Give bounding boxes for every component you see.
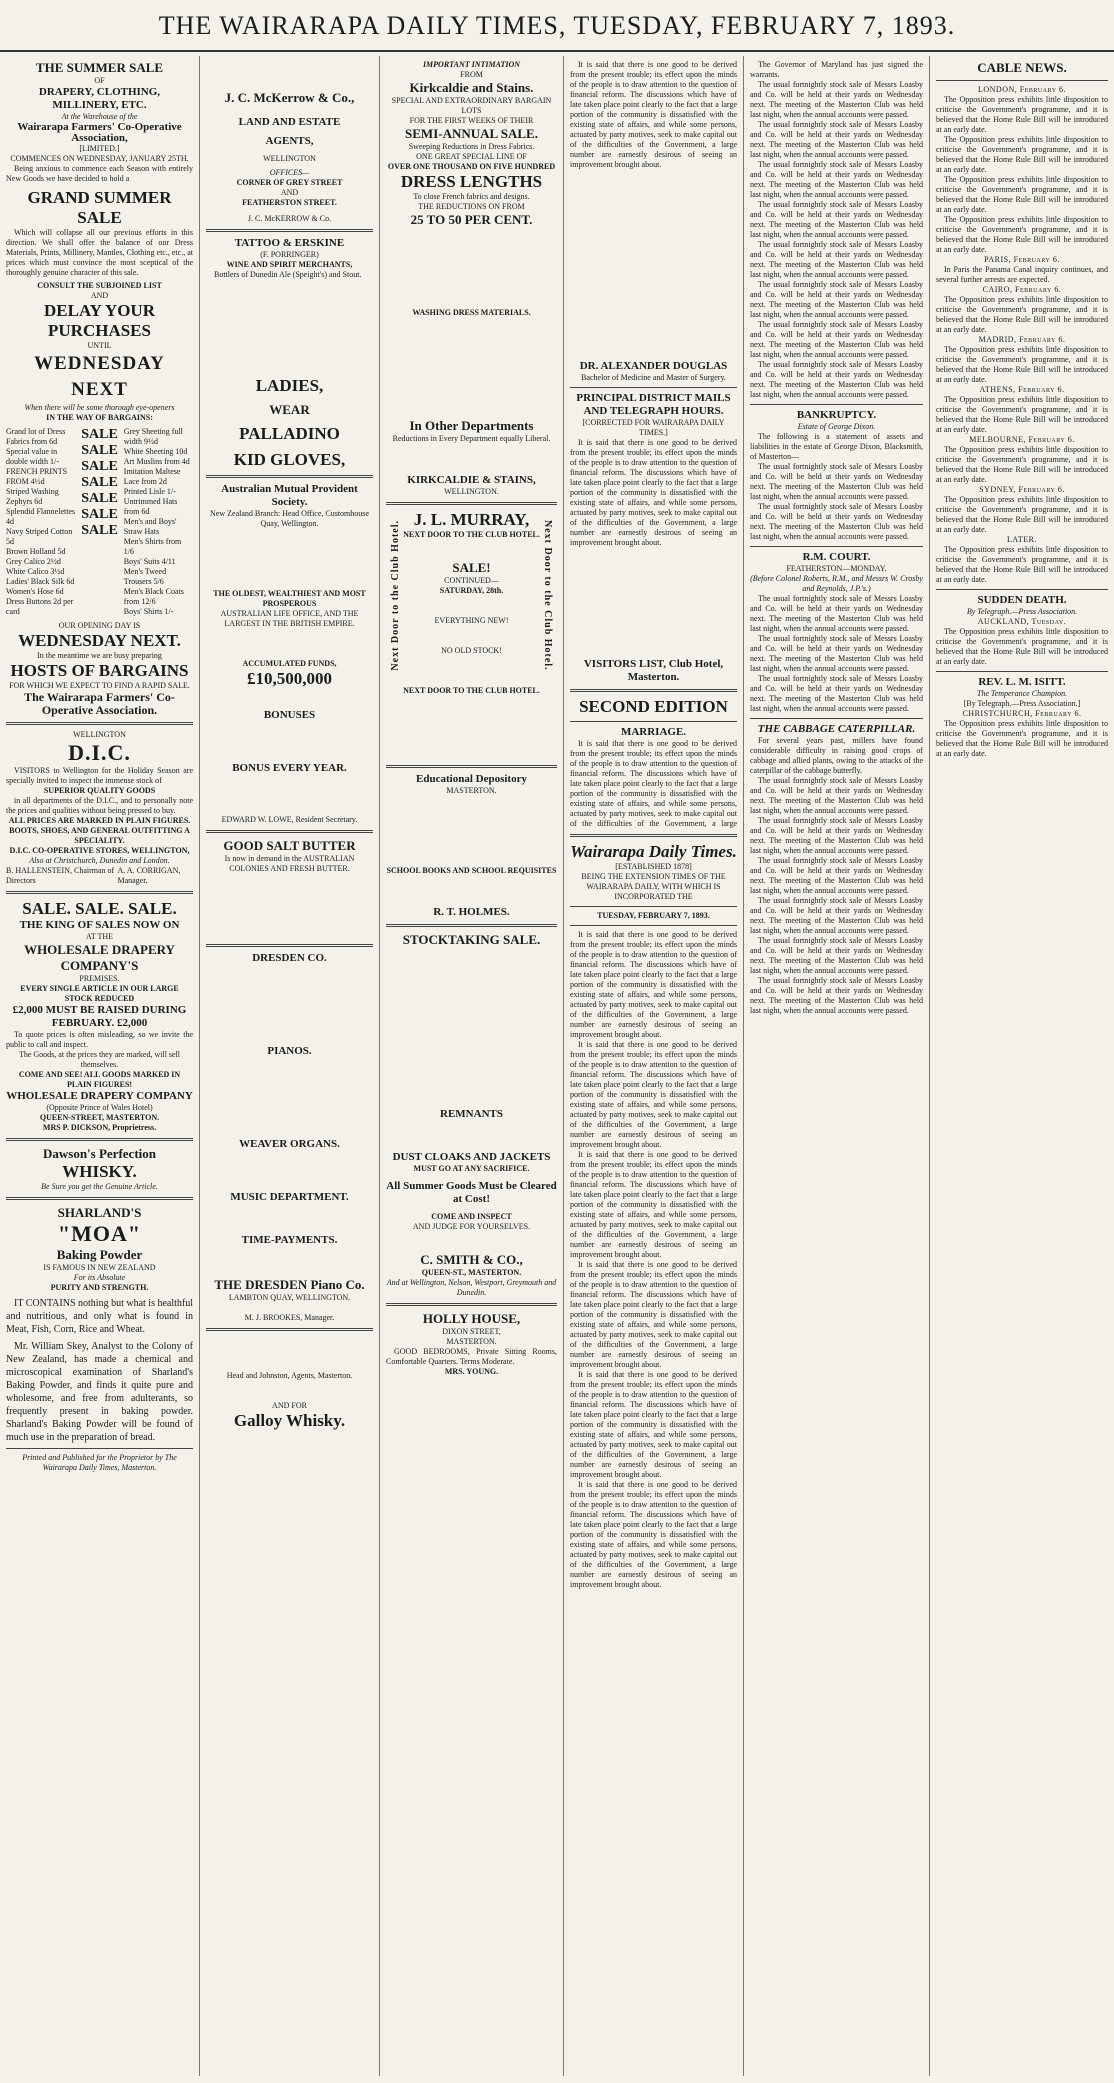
divider [206,1328,373,1331]
text: To quote prices is often misleading, so we invite the public to call and inspect. [6,1030,193,1050]
text: IT CONTAINS nothing but what is healthful and nutritious, and only what is found in Meat, Fish, Corn, Rice and Wheat. [6,1298,193,1336]
text: The usual fortnightly stock sale of Messrs Loasby and Co. will be held at their yards on Wednesday next. The meeting of the Masterton Club was held last night, when the annual accounts were passed. [750,936,923,975]
sale-list-item: Boys' Suits 4/11 [123,557,176,567]
text: CHRISTCHURCH, February 6. [962,709,1082,718]
good-salt-title: GOOD SALT BUTTER [223,838,356,853]
text: BONUSES [263,709,316,721]
text: AND FOR [272,1401,307,1410]
text: COMMENCES ON WEDNESDAY, JANUARY 25TH. [10,154,189,164]
text: The following is a statement of assets and liabilities in the estate of George Dixon, Blacksmith, of Masterton— [750,432,923,461]
text: [By Telegraph.—Press Association.] [963,699,1081,708]
text: [ESTABLISHED 1878] [615,862,692,871]
sale-word: SALE [81,427,118,443]
text: Bottlers of Dunedin Ale (Speight's) and Stout. [214,270,362,279]
second-edition-title: SECOND EDITION [579,697,728,716]
text: SYDNEY, February 6. [979,485,1065,494]
dawson-title: Dawson's Perfection [42,1146,156,1162]
wholesale-title-2: WHOLESALE DRAPERY COMPANY [6,1090,193,1103]
text: It is said that there is one good to be derived from the present trouble; its effect upon the minds of the people is to draw attention to the question of financial reform. The discussions which have of late taken place point clearly to the fact that a large portion of the community is dissatisfied with the existing state of affairs, and while some persons, actuated by party motives, seek to make capital out of the difficulties of the Government, a large number are earnestly desirous of seeing an improvement brought about. [570,438,737,547]
assoc-name: Wairarapa Farmers' Co-Operative Association, [17,121,182,145]
wholesale-title: WHOLESALE DRAPERY COMPANY'S [24,942,175,974]
text: NEXT DOOR TO THE CLUB HOTEL. [403,686,540,695]
galloy-title: Galloy Whisky. [233,1411,346,1430]
text: For several years past, millers have found considerable difficulty in raising good crops of cabbage and allied plants, owing to the attacks of the caterpillar of the cabbage butterfly. [750,736,923,775]
summer-goods: DRAPERY, CLOTHING, MILLINERY, ETC. [38,86,161,111]
text: The usual fortnightly stock sale of Messrs Loasby and Co. will be held at their yards on Wednesday next. The meeting of the Masterton Club was held last night, when the annual accounts were passed. [750,502,923,541]
text: The usual fortnightly stock sale of Messrs Loasby and Co. will be held at their yards on Wednesday next. The meeting of the Masterton Club was held last night, when the annual accounts were passed. [750,280,923,319]
text: CONSULT THE SUBJOINED LIST [37,281,162,291]
text: PIANOS. [267,1045,312,1057]
text: TATTOO & ERSKINE [234,237,345,249]
text: EVERY SINGLE ARTICLE IN OUR LARGE STOCK REDUCED [20,984,179,1004]
divider [386,502,557,505]
text: The usual fortnightly stock sale of Messrs Loasby and Co. will be held at their yards on Wednesday next. The meeting of the Masterton Club was held last night, when the annual accounts were passed. [750,896,923,935]
text: The Opposition press exhibits little disposition to criticise the Government's programme, and it is believed that the Home Rule Bill will be introduced at an early date. [936,295,1108,334]
text: VISITORS to Wellington for the Holiday Season are specially invited to inspect the immense stock of [6,766,193,786]
sale-list-item: Splendid Flannelettes 4d [6,507,76,527]
text: Also at Christchurch, Dunedin and London. [29,856,170,866]
stocktaking-title: STOCKTAKING SALE. [402,932,541,947]
text: AND [90,291,109,301]
divider [6,1138,193,1141]
sale-list-item: Women's Hose 6d [6,587,64,597]
sale-list-item: White Sheeting 10d [123,447,188,457]
sale-list-item: Ladies' Black Silk 6d [6,577,75,587]
text: DUST CLOAKS AND JACKETS [392,1151,551,1163]
text: MADRID, February 6. [978,335,1066,344]
text: New Zealand Branch: Head Office, Customhouse Quay, Wellington. [210,509,369,528]
text: BEING THE EXTENSION TIMES OF THE WAIRARAPA DAILY, WITH WHICH IS INCORPORATED THE [581,872,726,901]
text: AND JUDGE FOR YOURSELVES. [412,1222,531,1231]
sale-list-item: Grey Sheeting full width 9½d [123,427,183,447]
text: R.M. COURT. [802,551,871,563]
divider [750,404,923,405]
sale-list-item: Navy Striped Cotton 5d [6,527,73,547]
smith-co-title: C. SMITH & CO., [420,1252,523,1267]
palladino-title: PALLADINO [239,424,340,443]
divider [6,722,193,725]
dress-lengths-title: DRESS LENGTHS [400,172,543,191]
text: At the Warehouse of the [61,112,138,121]
text: The usual fortnightly stock sale of Messrs Loasby and Co. will be held at their yards on Wednesday next. The meeting of the Masterton Club was held last night, when the annual accounts were passed. [750,634,923,673]
text: The Opposition press exhibits little disposition to criticise the Government's programme, and it is believed that the Home Rule Bill will be introduced at an early date. [936,215,1108,254]
divider [206,229,373,232]
sale-list-item: Men's Shirts from 1/6 [123,537,182,557]
text: FROM [460,70,483,79]
divider [936,80,1108,81]
text: WASHING DRESS MATERIALS. [412,308,531,317]
text: The usual fortnightly stock sale of Messrs Loasby and Co. will be held at their yards on Wednesday next. The meeting of the Masterton Club was held last night, when the annual accounts were passed. [750,320,923,359]
text: TIME-PAYMENTS. [241,1234,338,1246]
text: GOOD BEDROOMS, Private Sitting Rooms, Comfortable Quarters. Terms Moderate. [386,1347,557,1366]
text: And at Wellington, Nelson, Westport, Greymouth and Dunedin. [386,1278,557,1297]
text: The Opposition press exhibits little disposition to criticise the Government's programme, and it is believed that the Home Rule Bill will be introduced at an early date. [936,719,1108,758]
sale-list-item: Grand lot of Dress Fabrics from 6d [6,427,66,447]
text: It is said that there is one good to be derived from the present trouble; its effect upon the minds of the people is to draw attention to the question of financial reform. The discussions which have of late taken place point clearly to the fact that a large portion of the community is dissatisfied with the existing state of affairs, and while some persons, actuated by party motives, seek to make capital out of the difficulties of the Government, a large number are earnestly desirous of seeing an improvement brought about. [570,1370,737,1479]
column-6 [930,56,1114,2076]
text: The Opposition press exhibits little disposition to criticise the Government's programme, and it is believed that the Home Rule Bill will be introduced at an early date. [936,175,1108,214]
text: It is said that there is one good to be derived from the present trouble; its effect upon the minds of the people is to draw attention to the question of financial reform. The discussions which have of late taken place point clearly to the fact that a large portion of the community is dissatisfied with the existing state of affairs, and while some persons, actuated by party motives, seek to make capital out of the difficulties of the Government, a large number are earnestly desirous of seeing an improvement brought about. [570,930,737,1039]
text: In the meantime we are busy preparing [37,651,162,661]
sale-list-item: White Calico 3½d [6,567,65,577]
text: MARRIAGE. [620,726,687,738]
text: [CORRECTED FOR WAIRARAPA DAILY TIMES.] [582,418,725,437]
percent-title: 25 TO 50 PER CENT. [410,212,533,227]
text: The usual fortnightly stock sale of Messrs Loasby and Co. will be held at their yards on Wednesday next. The meeting of the Masterton Club was held last night, when the annual accounts were passed. [750,120,923,159]
ladies-title: LADIES, [255,376,324,395]
divider [206,830,373,833]
text: MRS. YOUNG. [444,1367,499,1376]
text: Sweeping Reductions in Dress Fabrics. [408,142,535,151]
text: PURITY AND STRENGTH. [50,1283,149,1293]
text: IN THE WAY OF BARGAINS: [46,413,153,423]
text: ONE GREAT SPECIAL LINE OF [416,152,527,161]
text: Reductions in Every Department equally Liberal. [392,434,551,443]
text: DIXON STREET, [442,1327,501,1336]
divider [6,891,193,894]
text: It is said that there is one good to be derived from the present trouble; its effect upon the minds of the people is to draw attention to the question of financial reform. The discussions which have of late taken place point clearly to the fact that a large portion of the community is dissatisfied with the existing state of affairs, and while some persons, actuated by party motives, seek to make capital out of the difficulties of the Government, a large number are earnestly desirous of seeing an improvement brought about. [570,1040,737,1149]
text: It is said that there is one good to be derived from the present trouble; its effect upon the minds of the people is to draw attention to the question of financial reform. The discussions which have of late taken place point clearly to the fact that a large portion of the community is dissatisfied with the existing state of affairs, and while some persons, actuated by party motives, seek to make capital out of the difficulties of the Government, a large number are earnestly desirous of seeing an improvement brought about. [570,1150,737,1259]
text: IS FAMOUS IN NEW ZEALAND [43,1263,156,1273]
whisky-title: WHISKY. [62,1162,137,1182]
text: NO OLD STOCK! [441,646,502,655]
text: PRINCIPAL DISTRICT MAILS [576,392,731,404]
times-title: Wairarapa Daily Times. [570,842,737,861]
text: MUST GO AT ANY SACRIFICE. [413,1164,530,1173]
text: The Opposition press exhibits little disposition to criticise the Government's programme, and it is believed that the Home Rule Bill will be introduced at an early date. [936,95,1108,134]
text: The usual fortnightly stock sale of Messrs Loasby and Co. will be held at their yards on Wednesday next. The meeting of the Masterton Club was held last night, when the annual accounts were passed. [750,462,923,501]
column-5 [744,56,930,2076]
sale-list-item: Art Muslins from 4d [123,457,190,467]
text: The Governor of Maryland has just signed the warrants. [750,60,923,79]
text: A. A. CORRIGAN, Manager. [117,866,181,886]
divider [750,718,923,719]
text: The usual fortnightly stock sale of Messrs Loasby and Co. will be held at their yards on Wednesday next. The meeting of the Masterton Club was held last night, when the annual accounts were passed. [750,594,923,633]
text: CORNER OF GREY STREET [236,178,343,187]
column-4 [564,56,744,2076]
divider [570,925,737,926]
text: Bachelor of Medicine and Master of Surgery. [581,373,726,382]
wednesday-title: WEDNESDAY NEXT [34,353,165,401]
text: LONDON, February 6. [977,85,1067,94]
text: QUEEN-ST., MASTERTON. [421,1268,522,1277]
text: MASTERTON. [446,786,497,795]
text: (Before Colonel Roberts, R.M., and Messrs W. Crosby and Reynolds, J.P.'s.) [750,574,923,593]
text: D.I.C. CO-OPERATIVE STORES, WELLINGTON, [9,846,190,856]
hosts-title: HOSTS OF BARGAINS [10,661,189,681]
moa-title: "MOA" [57,1221,142,1247]
text: OF [94,76,105,85]
text: All Summer Goods Must be Cleared at Cost! [386,1180,557,1205]
text: QUEEN-STREET, MASTERTON. [39,1113,160,1123]
text: UNTIL [87,341,112,351]
murray-title: J. L. MURRAY, [413,510,530,529]
text: AND TELEGRAPH HOURS. [583,405,724,417]
text: LAMBTON QUAY, WELLINGTON. [228,1293,351,1302]
sale-list-item: Men's Black Coats from 12/6 [123,587,184,607]
text: The usual fortnightly stock sale of Messrs Loasby and Co. will be held at their yards on Wednesday next. The meeting of the Masterton Club was held last night, when the annual accounts were passed. [750,674,923,713]
text: In Other Departments [409,418,534,433]
text: WELLINGTON. [444,487,499,496]
divider [6,1448,193,1449]
text: AT THE [85,932,114,942]
text: The Opposition press exhibits little disposition to criticise the Government's programme, and it is believed that the Home Rule Bill will be introduced at an early date. [936,395,1108,434]
wednesday-title-2: WEDNESDAY NEXT. [18,631,181,651]
text: THE REDUCTIONS ON FROM [418,202,525,211]
column-3 [380,56,564,2076]
text: The Opposition press exhibits little disposition to criticise the Government's programme, and it is believed that the Home Rule Bill will be introduced at an early date. [936,445,1108,484]
murray-ad [386,510,557,760]
masthead [0,0,1114,52]
text: SPECIAL AND EXTRAORDINARY BARGAIN LOTS [391,96,552,115]
text: [LIMITED.] [79,144,120,154]
text: The usual fortnightly stock sale of Messrs Loasby and Co. will be held at their yards on Wednesday next. The meeting of the Masterton Club was held last night, when the annual accounts were passed. [750,816,923,855]
text: The usual fortnightly stock sale of Messrs Loasby and Co. will be held at their yards on Wednesday next. The meeting of the Masterton Club was held last night, when the annual accounts were passed. [750,200,923,239]
text: AUCKLAND, Tuesday. [977,617,1067,626]
text: ALL PRICES ARE MARKED IN PLAIN FIGURES. [8,816,191,826]
text: MASTERTON. [446,1337,497,1346]
text: It is said that there is one good to be derived from the present trouble; its effect upon the minds of the people is to draw attention to the question of financial reform. The discussions which have of late taken place point clearly to the fact that a large portion of the community is dissatisfied with the existing state of affairs, and while some persons, actuated by party motives, seek to make capital out of the difficulties of the Government, a large number are earnestly desirous of seeing an improvement brought about. [570,60,737,169]
text: REMNANTS [440,1108,503,1120]
text: The Opposition press exhibits little disposition to criticise the Government's programme, and it is believed that the Home Rule Bill will be introduced at an early date. [936,495,1108,534]
vertical-text: Next Door to the Club Hotel. [542,520,553,671]
text: FEATHERSTON STREET. [242,198,337,207]
text: The usual fortnightly stock sale of Messrs Loasby and Co. will be held at their yards on Wednesday next. The meeting of the Masterton Club was held last night, when the annual accounts were passed. [750,976,923,1015]
sale-list-item: Grey Calico 2½d [6,557,61,567]
summer-sale-title: THE SUMMER SALE [35,60,164,75]
text: WEAR [269,402,310,417]
text: By Telegraph.—Press Association. [966,607,1078,616]
vertical-text: Next Door to the Club Hotel. [390,520,401,671]
sale-word: SALE [81,459,118,475]
divider [386,765,557,768]
text: THE CABBAGE CATERPILLAR. [757,723,916,735]
text: CONTINUED— [444,576,499,585]
text: REV. L. M. ISITT. [978,676,1066,688]
divider [750,546,923,547]
text: It is said that there is one good to be derived from the present trouble; its effect upon the minds of the people is to draw attention to the question of financial reform. The discussions which have of late taken place point clearly to the fact that a large portion of the community is dissatisfied with the existing state of affairs, and while some persons, actuated by party motives, seek to make capital out of the difficulties of the Government, a large [570,739,737,828]
sale-word: SALE [81,443,118,459]
divider [206,944,373,947]
text: BONUS EVERY YEAR. [232,762,347,774]
text: The usual fortnightly stock sale of Messrs Loasby and Co. will be held at their yards on Wednesday next. The meeting of the Masterton Club was held last night, when the annual accounts were passed. [750,776,923,815]
text: WELLINGTON [73,730,126,740]
divider [936,671,1108,672]
divider [570,387,737,388]
text: OFFICES— [269,168,310,177]
baking-title: Baking Powder [56,1247,143,1263]
sale-word: SALE [81,523,118,539]
funds-amount: £10,500,000 [247,669,332,688]
text: R. T. HOLMES. [433,906,510,918]
issue-date: TUESDAY, FEBRUARY 7, 1893. [597,911,710,920]
farmers-assoc: The Wairarapa Farmers' Co-Operative Association. [24,690,175,718]
text: Be Sure you get the Genuine Article. [41,1182,158,1192]
holly-title: HOLLY HOUSE, [422,1311,521,1326]
text: DR. ALEXANDER DOUGLAS [579,360,728,372]
text: FOR WHICH WE EXPECT TO FIND A RAPID SALE. [9,681,190,691]
text: Printed and Published for the Proprietor by The Wairarapa Daily Times, Masterton. [22,1453,177,1473]
text: AND [280,188,299,197]
text: BOOTS, SHOES, AND GENERAL OUTFITTING A SPECIALITY. [9,826,190,846]
text: (F. PORRINGER) [260,250,319,259]
sale-word: SALE [81,507,118,523]
sale-list-item: Boys' Shirts 1/- [123,607,174,617]
text: The usual fortnightly stock sale of Messrs Loasby and Co. will be held at their yards on Wednesday next. The meeting of the Masterton Club was held last night, when the annual accounts were passed. [750,160,923,199]
kirkcaldie-title: Kirkcaldie and Stains. [409,80,534,95]
text: The usual fortnightly stock sale of Messrs Loasby and Co. will be held at their yards on Wednesday next. The meeting of the Masterton Club was held last night, when the annual accounts were passed. [750,240,923,279]
sale-words [81,427,118,617]
text: WELLINGTON [263,154,316,163]
divider [6,1197,193,1200]
sale-word: SALE [81,491,118,507]
text: NEXT DOOR TO THE CLUB HOTEL. [403,530,540,539]
amount-line: £2,000 MUST BE RAISED DURING FEBRUARY. £2,000 [12,1004,187,1030]
text: WINE AND SPIRIT MERCHANTS, [226,260,353,269]
sale-list-item: Brown Holland 5d [6,547,66,557]
text: LATER. [1007,535,1037,544]
dic-signatures [6,866,193,886]
text: It is said that there is one good to be derived from the present trouble; its effect upon the minds of the people is to draw attention to the question of financial reform. The discussions which have of late taken place point clearly to the fact that a large portion of the community is dissatisfied with the existing state of affairs, and while some persons, actuated by party motives, seek to make capital out of the difficulties of the Government, a large number are earnestly desirous of seeing an improvement brought about. [570,1480,737,1589]
text: AGENTS, [265,135,314,147]
text: For its Absolute [73,1273,126,1283]
text: EDWARD W. LOWE, Resident Secretary. [221,815,358,824]
text: WEAVER ORGANS. [239,1138,340,1150]
semi-annual-title: SEMI-ANNUAL SALE. [405,126,538,141]
sale-sale-title: SALE. SALE. SALE. [22,899,177,919]
sale-list-item: Untrimmed Hats from 6d [123,497,178,517]
text: PREMISES. [79,974,120,984]
text: Is now in demand in the AUSTRALIAN COLONIES AND FRESH BUTTER. [224,854,355,873]
divider [570,834,737,837]
text: FOR THE FIRST WEEKS OF THEIR [409,116,534,125]
text: Head and Johnston, Agents, Masterton. [226,1371,353,1380]
divider [386,1303,557,1306]
grand-sale-title: GRAND SUMMER SALE [27,188,172,228]
sale-list-item: Printed Lisle 1/- [123,487,176,497]
text: FEATHERSTON—MONDAY. [786,564,887,573]
text: The Goods, at the prices they are marked, will sell themselves. [18,1050,181,1070]
text: In Paris the Panama Canal inquiry continues, and several further arrests are expected. [936,265,1108,284]
text: COME AND SEE! ALL GOODS MARKED IN PLAIN FIGURES! [18,1070,181,1090]
column-1 [0,56,200,2076]
delay-title: DELAY YOUR PURCHASES [44,301,155,341]
text: The Opposition press exhibits little disposition to criticise the Government's programme, and it is believed that the Home Rule Bill will be introduced at an early date. [936,627,1108,666]
text: MRS P. DICKSON, Proprietress. [42,1123,157,1133]
text: BANKRUPTCY. [796,409,877,421]
text: The Opposition press exhibits little disposition to criticise the Government's programme, and it is believed that the Home Rule Bill will be introduced at an early date. [936,135,1108,174]
divider [386,924,557,927]
text: Australian Mutual Provident Society. [221,483,358,508]
text: PARIS, February 6. [984,255,1060,264]
text: The Temperance Champion. [976,689,1068,698]
text: B. HALLENSTEIN, Chairman of Directors [6,866,115,886]
text: THE OLDEST, WEALTHIEST AND MOST PROSPEROUS [213,589,366,608]
mckerrow-title: J. C. McKerrow & Co., [224,90,355,105]
kid-gloves-title: KID GLOVES, [233,450,346,469]
divider [570,721,737,722]
text: EVERYTHING NEW! [434,616,509,625]
text: When there will be some thorough eye-openers [24,403,175,413]
text: SCHOOL BOOKS AND SCHOOL REQUISITES [386,866,557,875]
text: The usual fortnightly stock sale of Messrs Loasby and Co. will be held at their yards on Wednesday next. The meeting of the Masterton Club was held last night, when the annual accounts were passed. [750,856,923,895]
masthead-title: THE WAIRARAPA DAILY TIMES, TUESDAY, FEBRUARY 7, 1893. [158,11,956,40]
text: ACCUMULATED FUNDS, [242,659,337,668]
text: J. C. McKERROW & Co. [247,214,332,223]
text: VISITORS LIST, Club Hotel, Masterton. [583,658,724,683]
text: MUSIC DEPARTMENT. [230,1191,349,1203]
king-of-sales: THE KING OF SALES NOW ON [19,919,180,932]
sharland-title: SHARLAND'S [57,1205,142,1221]
text: COME AND INSPECT [431,1212,512,1221]
text: The usual fortnightly stock sale of Messrs Loasby and Co. will be held at their yards on Wednesday next. The meeting of the Masterton Club was held last night, when the annual accounts were passed. [750,360,923,399]
sale-list-item: Striped Washing Zephyrs 6d [6,487,59,507]
text: Being anxious to commence each Season with entirely New Goods we have decided to hold a [6,164,193,184]
text: Estate of George Dixon. [797,422,876,431]
divider [570,689,737,692]
sale-list-item: Men's and Boys' Straw Hats [123,517,177,537]
text: CAIRO, February 6. [982,285,1062,294]
text: Educational Depository [416,773,527,785]
text: SATURDAY, 28th. [439,586,504,595]
sale-list [6,427,193,617]
text: LAND AND ESTATE [238,116,341,128]
sale-list-item: Dress Buttons 2d per card [6,597,74,617]
text: The usual fortnightly stock sale of Messrs Loasby and Co. will be held at their yards on Wednesday next. The meeting of the Masterton Club was held last night, when the annual accounts were passed. [750,80,923,119]
text: To close French fabrics and designs. [413,192,530,201]
sale-list-item: Imitation Maltese Lace from 2d [123,467,181,487]
text: Which will collapse all our previous efforts in this direction. We shall offer the balance of our Dress Materials, Prints, Millinery, Mantles, Clothing etc., etc., at prices which must convince the most sceptical of the thoroughly genuine character of this sale. [6,228,193,278]
text: SUPERIOR QUALITY GOODS [43,786,156,796]
text: SUDDEN DEATH. [977,594,1067,606]
text: DRESDEN CO. [252,952,327,964]
sale-list-right [124,427,193,617]
text: M. J. BROOKES, Manager. [244,1313,335,1322]
text: in all departments of the D.I.C., and to personally note the prices and qualities without being pressed to buy. [6,796,193,816]
divider [206,475,373,478]
divider [570,906,737,907]
text: SALE! [452,560,491,575]
text: OVER ONE THOUSAND ON FIVE HUNDRED [387,162,556,171]
cable-news-title: CABLE NEWS. [977,60,1067,75]
dresden-piano-title: THE DRESDEN Piano Co. [214,1277,365,1292]
text: The Opposition press exhibits little disposition to criticise the Government's programme, and it is believed that the Home Rule Bill will be introduced at an early date. [936,345,1108,384]
sale-list-item: Special value in double width 1/- [6,447,59,467]
sale-list-item: FRENCH PRINTS FROM 4½d [6,467,68,487]
text: OUR OPENING DAY IS [58,621,141,631]
text: KIRKCALDIE & STAINS, [407,474,536,486]
text: (Opposite Prince of Wales Hotel) [46,1103,153,1113]
text: ATHENS, February 6. [979,385,1065,394]
text: AUSTRALIAN LIFE OFFICE, AND THE LARGEST IN THE BRITISH EMPIRE. [220,609,359,628]
text: Mr. William Skey, Analyst to the Colony of New Zealand, has made a chemical and microscopical examination of Sharland's Baking Powder, and finds it quite pure and wholesome, and free from adulterants, so frequently present in baking powder. Sharland's Baking Powder will be found of much use in the preparation of bread. [6,1341,193,1444]
divider [936,589,1108,590]
sale-word: SALE [81,475,118,491]
text: The Opposition press exhibits little disposition to criticise the Government's programme, and it is believed that the Home Rule Bill will be introduced at an early date. [936,545,1108,584]
sale-list-item: Men's Tweed Trousers 5/6 [123,567,167,587]
dic-title: D.I.C. [68,740,131,766]
text: IMPORTANT INTIMATION [422,60,521,69]
column-2 [200,56,380,2076]
sale-list-left [6,427,75,617]
text: MELBOURNE, February 6. [969,435,1075,444]
text: It is said that there is one good to be derived from the present trouble; its effect upon the minds of the people is to draw attention to the question of financial reform. The discussions which have of late taken place point clearly to the fact that a large portion of the community is dissatisfied with the existing state of affairs, and while some persons, actuated by party motives, seek to make capital out of the difficulties of the Government, a large number are earnestly desirous of seeing an improvement brought about. [570,1260,737,1369]
